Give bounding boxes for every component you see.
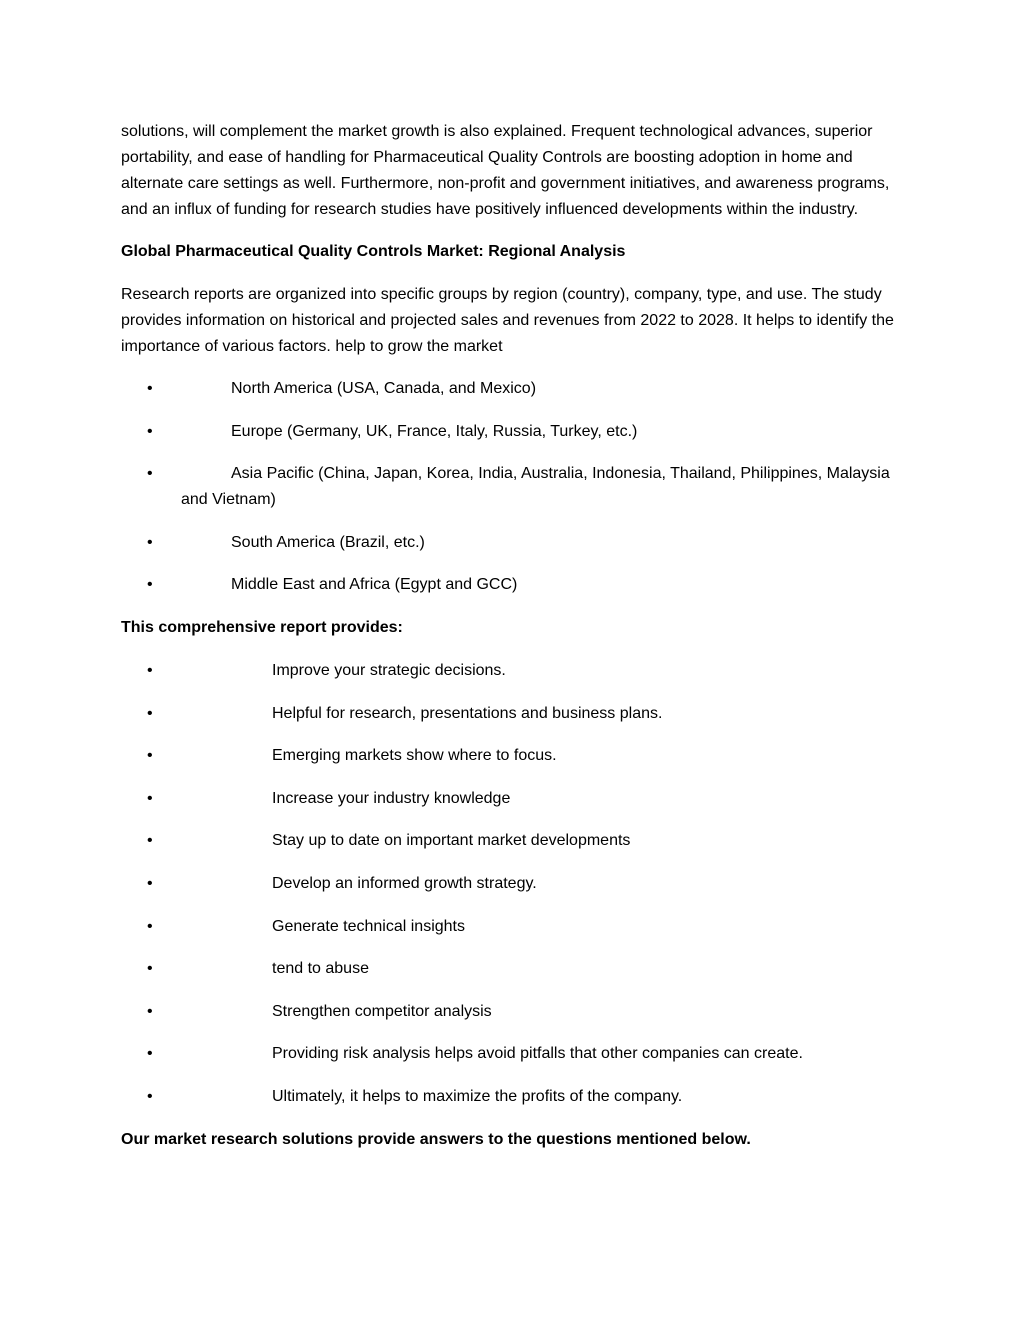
intro-paragraph: solutions, will complement the market growth is also explained. Frequent technological advances, superior portability, and ease of handling for Pharmaceutical Quality Controls are boosting adoption in home and alternate care settings as well. Furthermore, non-profit and government initiatives, and awareness programs, and an influx of funding for research studies have positively influenced developments within the industry. bbox=[121, 123, 890, 218]
report-provides-heading: This comprehensive report provides: bbox=[121, 618, 403, 636]
provides-text: Develop an informed growth strategy. bbox=[272, 874, 537, 892]
region-text: Europe (Germany, UK, France, Italy, Russia, Turkey, etc.) bbox=[231, 422, 638, 440]
provides-list bbox=[121, 658, 911, 1110]
regional-analysis-heading: Global Pharmaceutical Quality Controls Market: Regional Analysis bbox=[121, 243, 626, 260]
list-item bbox=[121, 530, 911, 556]
provides-text: Helpful for research, presentations and business plans. bbox=[272, 704, 663, 722]
regional-analysis-paragraph: Research reports are organized into specific groups by region (country), company, type, and use. The study provides information on historical and projected sales and revenues from 2022 to 2028. It helps to identify the importance of various factors. help to grow the market bbox=[121, 286, 894, 355]
bullet-icon: • bbox=[147, 465, 153, 483]
list-item bbox=[121, 572, 911, 598]
bullet-icon: • bbox=[147, 917, 153, 935]
provides-text: Improve your strategic decisions. bbox=[272, 661, 506, 679]
list-item bbox=[121, 658, 911, 684]
bullet-icon: • bbox=[147, 832, 153, 850]
provides-text: Providing risk analysis helps avoid pitfalls that other companies can create. bbox=[272, 1045, 803, 1063]
list-item bbox=[121, 1084, 911, 1110]
document-body bbox=[121, 119, 911, 1170]
list-item bbox=[121, 743, 911, 769]
list-item bbox=[121, 914, 911, 940]
list-item bbox=[121, 871, 911, 897]
region-text: South America (Brazil, etc.) bbox=[231, 533, 425, 551]
closing-heading: Our market research solutions provide answers to the questions mentioned below. bbox=[121, 1130, 751, 1148]
region-text: Asia Pacific (China, Japan, Korea, India, Australia, Indonesia, Thailand, Philippines, Malaysia and Vietnam) bbox=[181, 465, 890, 509]
bullet-icon: • bbox=[147, 704, 153, 722]
provides-text: tend to abuse bbox=[272, 960, 369, 978]
list-item bbox=[121, 376, 911, 402]
bullet-icon: • bbox=[147, 1087, 153, 1105]
bullet-icon: • bbox=[147, 1002, 153, 1020]
bullet-icon: • bbox=[147, 960, 153, 978]
provides-text: Stay up to date on important market developments bbox=[272, 832, 631, 850]
provides-text: Increase your industry knowledge bbox=[272, 789, 511, 807]
bullet-icon: • bbox=[147, 661, 153, 679]
bullet-icon: • bbox=[147, 422, 153, 440]
region-text: Middle East and Africa (Egypt and GCC) bbox=[231, 576, 518, 594]
provides-text: Generate technical insights bbox=[272, 917, 465, 935]
provides-text: Strengthen competitor analysis bbox=[272, 1002, 492, 1020]
bullet-icon: • bbox=[147, 747, 153, 765]
list-item bbox=[121, 956, 911, 982]
bullet-icon: • bbox=[147, 533, 153, 551]
bullet-icon: • bbox=[147, 380, 153, 397]
list-item bbox=[121, 828, 911, 854]
list-item bbox=[121, 786, 911, 812]
list-item bbox=[121, 701, 911, 727]
list-item bbox=[121, 1041, 911, 1067]
list-item bbox=[121, 419, 911, 445]
bullet-icon: • bbox=[147, 874, 153, 892]
provides-text: Emerging markets show where to focus. bbox=[272, 747, 557, 765]
list-item bbox=[121, 999, 911, 1025]
regions-list bbox=[121, 376, 911, 598]
bullet-icon: • bbox=[147, 576, 153, 594]
bullet-icon: • bbox=[147, 789, 153, 807]
provides-text: Ultimately, it helps to maximize the profits of the company. bbox=[272, 1087, 683, 1105]
region-text: North America (USA, Canada, and Mexico) bbox=[231, 380, 537, 397]
bullet-icon: • bbox=[147, 1045, 153, 1063]
list-item bbox=[121, 461, 911, 513]
